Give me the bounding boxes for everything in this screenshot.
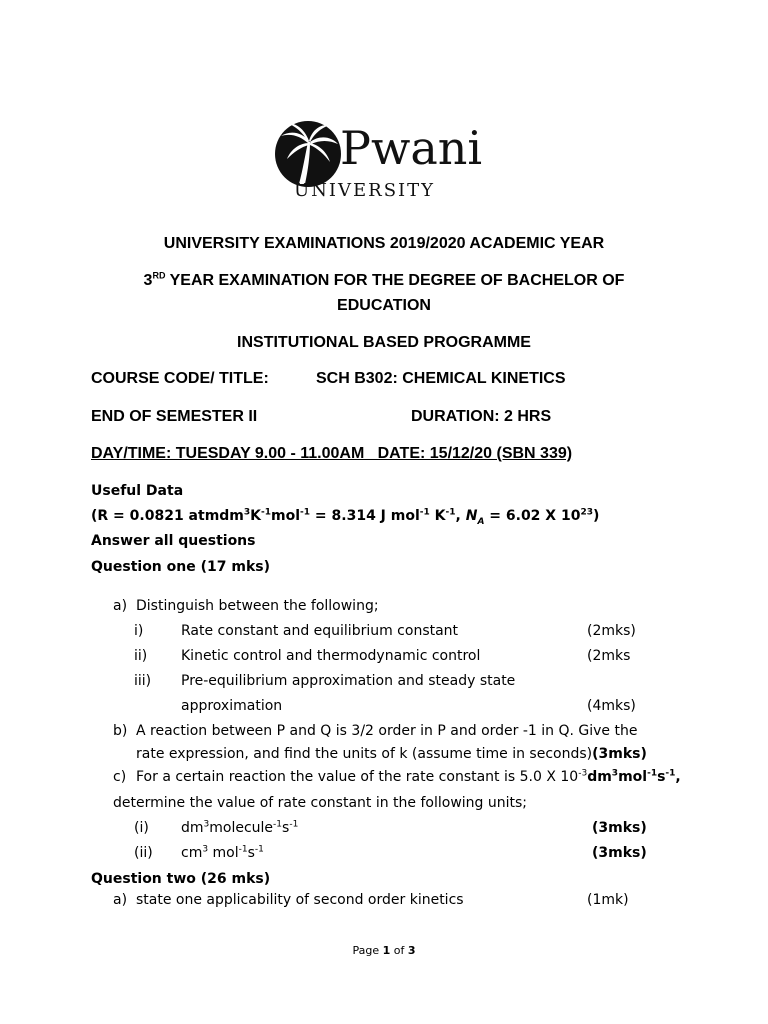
avogadro-symbol: N [465,508,478,524]
unit-s: s [657,769,666,785]
instructions: Answer all questions [91,533,256,549]
q1-item-marks: (2mks) [587,623,636,639]
comma: , [675,769,681,785]
programme-heading: INSTITUTIONAL BASED PROGRAMME [237,334,531,351]
unit-s: s [282,820,290,836]
exp: 3 [203,819,210,830]
q1-c-ii-num: (ii) [134,845,153,861]
avogadro-sub: A [477,516,485,527]
question-one-title: Question one (17 mks) [91,559,270,575]
exp-23: 23 [580,507,593,518]
q1-b-text: A reaction between P and Q is 3/2 order in P and order -1 in Q. Give the [136,723,638,739]
logo-name: Pwani [340,121,483,175]
exp: -1 [273,819,283,830]
page-number [0,944,768,957]
useful-data-title: Useful Data [91,483,184,499]
page-current: 1 [382,944,391,957]
page-total: 3 [407,944,416,957]
unit-dm: dm [587,769,612,785]
q1-c-text-cont: determine the value of rate constant in the following units; [113,795,527,811]
q1-item-num: i) [134,623,144,639]
joule-text: = 8.314 J mol [310,508,420,524]
q1-c-i-unit [181,820,298,836]
year-number: 3 [143,272,153,289]
exp: -1 [647,768,658,779]
semester-label: END OF SEMESTER II [91,408,258,425]
q1-item-num: iii) [134,673,152,689]
q1-c-label: c) [113,769,127,785]
duration-label: DURATION: 2 HRS [411,408,552,425]
q1-b-text2: rate expression, and find the units of k (assume time in seconds) [136,746,593,762]
q1-c-i-marks: (3mks) [592,820,647,836]
unit-molecule: molecule [209,820,274,836]
unit-cm: cm [181,845,203,861]
q1-item-marks: (2mks [587,648,631,664]
q1-item-text-cont: approximation [181,698,283,714]
avogadro-value: = 6.02 X 10 [484,508,581,524]
unit-s: s [247,845,255,861]
q1-a-label: a) [113,598,128,614]
q2-a-label: a) [113,892,128,908]
page-of: of [390,944,408,957]
q1-c-text [136,769,681,785]
exp: -1 [254,844,264,855]
degree-heading-text: YEAR EXAMINATION FOR THE DEGREE OF BACHELOR OF [165,272,625,289]
q1-item-text: Pre-equilibrium approximation and steady state [181,673,516,689]
exp: -1 [289,819,299,830]
q1-c-ii-unit [181,845,264,861]
sup-neg1: -1 [419,507,430,518]
comma: , [455,508,466,524]
q1-item-marks: (4mks) [587,698,636,714]
r-value-text: (R = 0.0821 atmdm [91,508,244,524]
exp: 3 [202,844,209,855]
q1-item-text: Kinetic control and thermodynamic control [181,648,481,664]
year-ordinal: RD [152,270,166,281]
unit-mol: mol [208,845,239,861]
constants-line [91,507,600,527]
q1-item-num: ii) [134,648,148,664]
unit-mol: mol [618,769,648,785]
degree-heading [0,272,768,290]
exam-heading: UNIVERSITY EXAMINATIONS 2019/2020 ACADEMIC YEAR [163,235,605,252]
question-two-title: Question two (26 mks) [91,871,271,887]
course-label: COURSE CODE/ TITLE: [91,370,269,387]
page-word: Page [352,944,383,957]
sup-neg1: -1 [261,507,272,518]
q2-a-text: state one applicability of second order kinetics [136,892,464,908]
degree-heading-cont: EDUCATION [337,297,431,314]
exp: 3 [611,768,619,779]
daytime-line: DAY/TIME: TUESDAY 9.00 - 11.00AM DATE: 15/12/20 (SBN 339) [91,445,573,462]
q1-b-marks: (3mks) [592,746,647,762]
q1-c-ii-marks: (3mks) [592,845,647,861]
logo-subtitle: UNIVERSITY [294,180,436,201]
q1-c-text1: For a certain reaction the value of the rate constant is 5.0 X 10 [136,769,579,785]
sup-neg1: -1 [300,507,311,518]
mol-text: mol [271,508,301,524]
exp: -3 [578,768,588,779]
exp: -1 [665,768,676,779]
sup-neg1: -1 [445,507,456,518]
q1-b-text-cont [136,746,647,762]
university-logo [272,114,483,202]
course-value: SCH B302: CHEMICAL KINETICS [316,370,566,387]
close-paren: ) [592,508,600,524]
unit-dm: dm [181,820,204,836]
exp: -1 [238,844,248,855]
k-text: K [250,508,262,524]
q1-item-text: Rate constant and equilibrium constant [181,623,459,639]
q1-a-text: Distinguish between the following; [136,598,379,614]
q2-a-marks: (1mk) [587,892,629,908]
q1-b-label: b) [113,723,128,739]
k-text: K [429,508,446,524]
sup-3: 3 [243,507,251,518]
q1-c-i-num: (i) [134,820,149,836]
